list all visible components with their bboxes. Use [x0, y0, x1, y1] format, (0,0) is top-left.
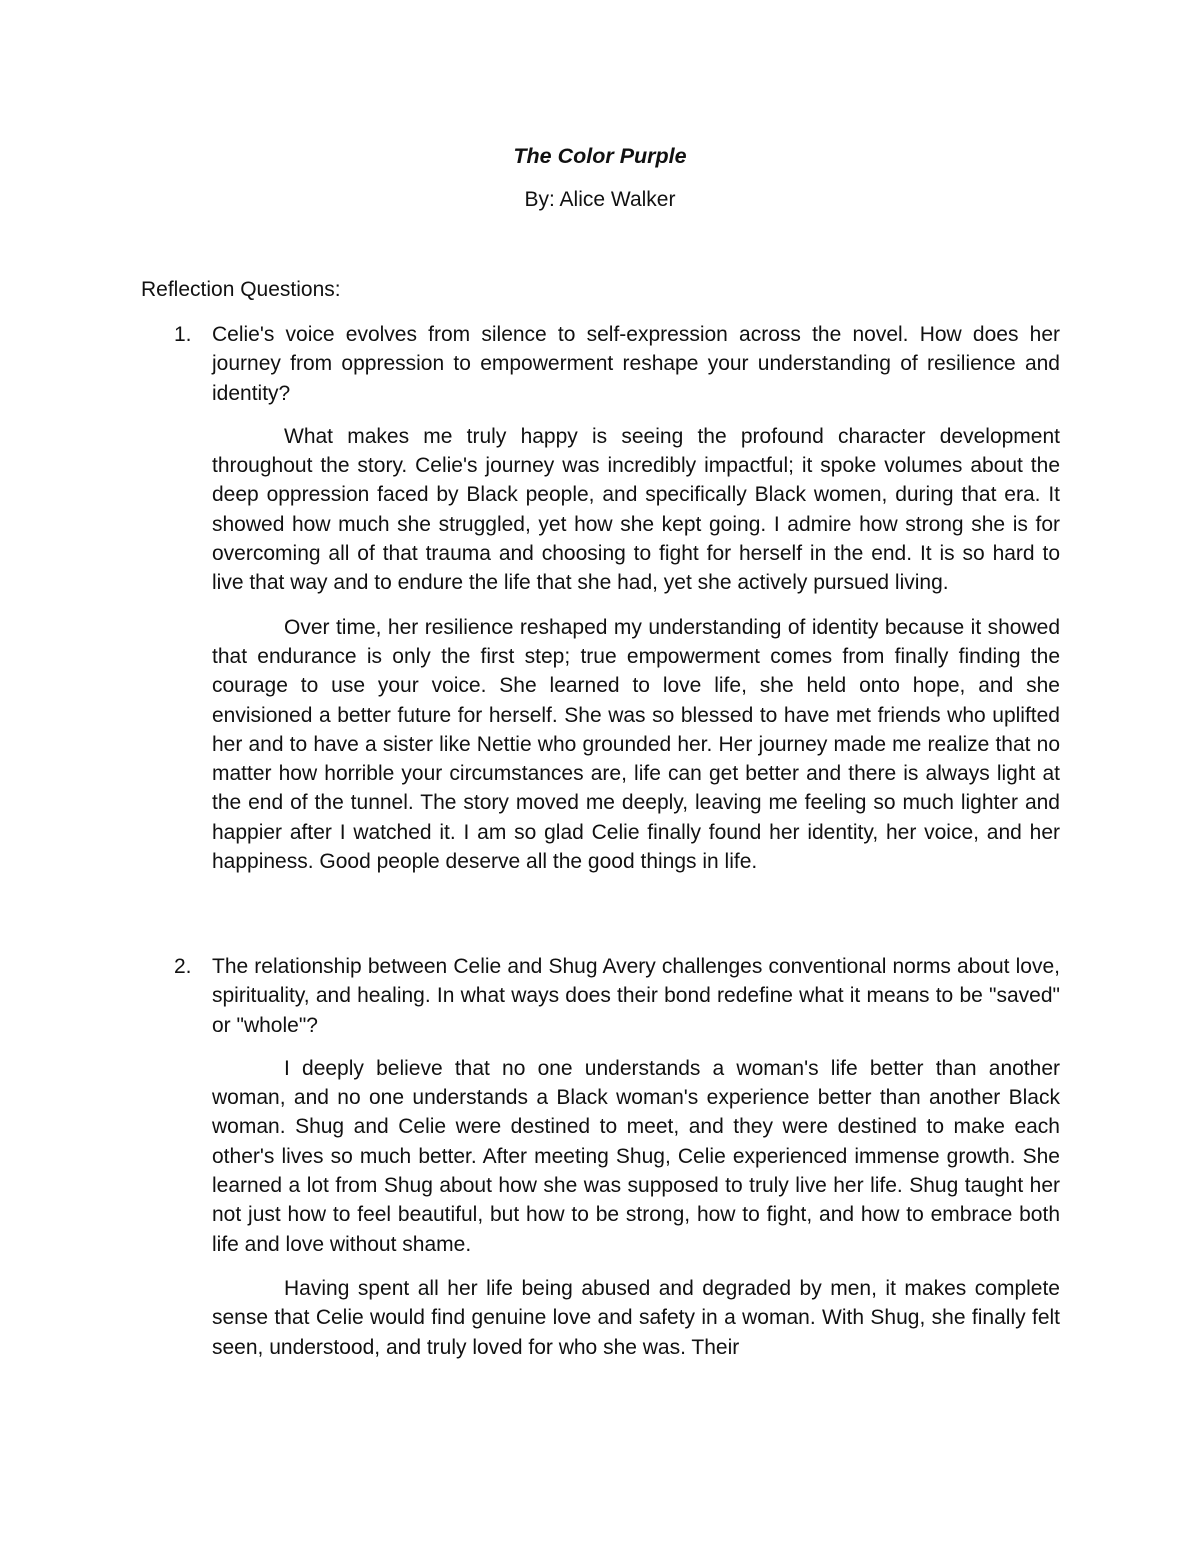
section-label: Reflection Questions: [141, 278, 341, 301]
answer-paragraph: What makes me truly happy is seeing the profound character development throughout the story. Celie's journey was incredibly impactful; it spoke volumes about the deep oppression faced by Black people, and specifically Black women, during that era. It showed how much she struggled, yet how she kept going. I admire how strong she is for overcoming all of that trauma and choosing to fight for herself in the end. It is so hard to live that way and to endure the life that she had, yet she actively pursued living. [212, 424, 1060, 595]
question-number: 1. [174, 323, 192, 346]
question-number: 2. [174, 955, 192, 978]
question-block-1 [174, 320, 1060, 876]
question-block-2 [174, 952, 1060, 1362]
question-text: Celie's voice evolves from silence to self-expression across the novel. How does her journey from oppression to empowerment reshape your understanding of resilience and identity? [212, 323, 1060, 405]
question-1 [174, 320, 1060, 408]
document-title: The Color Purple [513, 144, 687, 168]
document-author: By: Alice Walker [524, 188, 676, 211]
answer-paragraph: Over time, her resilience reshaped my understanding of identity because it showed that endurance is only the first step; true empowerment comes from finally finding the courage to use your voice. She learned to love life, she held onto hope, and she envisioned a better future for herself. She was so blessed to have met friends who uplifted her and to have a sister like Nettie who grounded her. Her journey made me realize that no matter how horrible your circumstances are, life can get better and there is always light at the end of the tunnel. The story moved me deeply, leaving me feeling so much lighter and happier after I watched it. I am so glad Celie finally found her identity, her voice, and her happiness. Good people deserve all the good things in life. [212, 615, 1060, 874]
question-2 [174, 952, 1060, 1040]
answer-paragraph: I deeply believe that no one understands a woman's life better than another woman, and no one understands a Black woman's experience better than another Black woman. Shug and Celie were destined to meet, and they were destined to make each other's lives so much better. After meeting Shug, Celie experienced immense growth. She learned a lot from Shug about how she was supposed to truly live her life. Shug taught her not just how to feel beautiful, but how to be strong, how to fight, and how to embrace both life and love without shame. [212, 1056, 1060, 1256]
answer-paragraph: Having spent all her life being abused and degraded by men, it makes complete sense that Celie would find genuine love and safety in a woman. With Shug, she finally felt seen, understood, and truly loved for who she was. Their [212, 1276, 1060, 1359]
question-text: The relationship between Celie and Shug Avery challenges conventional norms about love, spirituality, and healing. In what ways does their bond redefine what it means to be "saved" or "whole"? [212, 955, 1060, 1037]
